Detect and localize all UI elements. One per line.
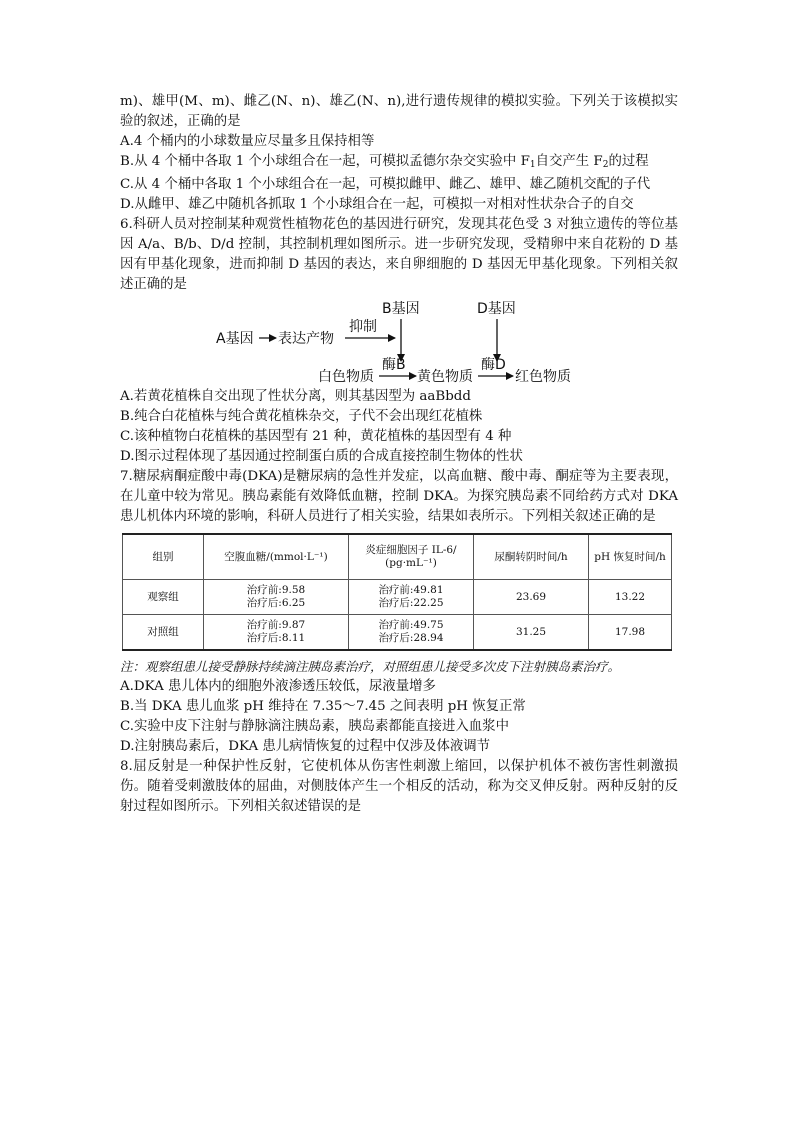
- inhibit-label: 抑制: [349, 319, 377, 335]
- f1-subscript: 1: [529, 160, 536, 170]
- header-urine: 尿酮转阴时间/h: [474, 534, 589, 580]
- gene-a-label: A基因: [216, 331, 254, 347]
- table-note: 注：观察组患儿接受静脉持续滴注胰岛素治疗，对照组患儿接受多次皮下注射胰岛素治疗。: [120, 659, 621, 674]
- header-glucose: 空腹血糖/(mmol·L⁻¹): [204, 534, 349, 580]
- il6-before: 治疗前:49.81: [378, 584, 444, 596]
- f2-subscript: 2: [602, 160, 609, 170]
- il6-after: 治疗后:22.25: [378, 597, 444, 609]
- header-ph: pH 恢复时间/h: [589, 534, 672, 580]
- q5-option-b: [120, 152, 678, 175]
- gene-b-label: B基因: [382, 301, 420, 317]
- header-group: 组别: [123, 534, 204, 580]
- q7-option-c: C.实验中皮下注射与静脉滴注胰岛素，胰岛素都能直接进入血浆中: [120, 719, 509, 734]
- q5-option-b-mid: 自交产生 F: [535, 154, 603, 169]
- q5-option-b-pre: B.从 4 个桶中各取 1 个小球组合在一起，可模拟孟德尔杂交实验中 F: [120, 154, 530, 169]
- q6-option-d: D.图示过程体现了基因通过控制蛋白质的合成直接控制生物体的性状: [120, 449, 523, 464]
- glucose-after: 治疗后:8.11: [246, 632, 306, 644]
- q7-stem: 7.糖尿病酮症酸中毒(DKA)是糖尿病的急性并发症，以高血糖、酸中毒、酮症等为主要表现，在儿童中较为常见。胰岛素能有效降低血糖，控制 DKA。为探究胰岛素不同给药方式对 DKA 患儿机体内环境的影响，科研人员进行了相关实验，结果如表所示。下列相关叙述正确的是: [120, 469, 678, 524]
- q7-option-a: A.DKA 患儿体内的细胞外液渗透压较低，尿液量增多: [120, 679, 436, 694]
- q6-option-a: A.若黄花植株自交出现了性状分离，则其基因型为 aaBbdd: [120, 389, 471, 404]
- q5-option-c: C.从 4 个桶中各取 1 个小球组合在一起，可模拟雌甲、雌乙、雄甲、雄乙随机交配的子代: [120, 177, 651, 192]
- row-urine: 23.69: [474, 580, 589, 615]
- row-glucose: [204, 615, 349, 651]
- white-substance-label: 白色物质: [318, 369, 374, 385]
- row-glucose: [204, 580, 349, 615]
- yellow-substance-label: 黄色物质: [417, 369, 473, 385]
- q6-option-c: C.该种植物白花植株的基因型有 21 种，黄花植株的基因型有 4 种: [120, 429, 512, 444]
- expression-product-label: 表达产物: [278, 331, 334, 347]
- row-urine: 31.25: [474, 615, 589, 651]
- q6-option-b: B.纯合白花植株与纯合黄花植株杂交，子代不会出现红花植株: [120, 409, 483, 424]
- row-ph: 13.22: [589, 580, 672, 615]
- table-row: [123, 615, 672, 651]
- table-header-row: [123, 534, 672, 580]
- glucose-after: 治疗后:6.25: [246, 597, 306, 609]
- header-il6-line1: 炎症细胞因子 IL-6/: [365, 544, 457, 556]
- question-content: [120, 92, 678, 817]
- row-group: 观察组: [123, 580, 204, 615]
- glucose-before: 治疗前:9.58: [246, 584, 306, 596]
- header-il6: [349, 534, 474, 580]
- il6-before: 治疗前:49.75: [378, 619, 444, 631]
- q5-option-a: A.4 个桶内的小球数量应尽量多且保持相等: [120, 134, 375, 149]
- q7-option-d: D.注射胰岛素后，DKA 患儿病情恢复的过程中仅涉及体液调节: [120, 739, 491, 754]
- glucose-before: 治疗前:9.87: [246, 619, 306, 631]
- q5-intro: m)、雄甲(M、m)、雌乙(N、n)、雄乙(N、n),进行遗传规律的模拟实验。下列关于该模拟实验的叙述，正确的是: [120, 94, 678, 129]
- q6-stem: 6.科研人员对控制某种观赏性植物花色的基因进行研究，发现其花色受 3 对独立遗传的等位基因 A/a、B/b、D/d 控制，其控制机理如图所示。进一步研究发现，受精卵中来自花粉的 D 基因有甲基化现象，进而抑制 D 基因的表达，来自卵细胞的 D 基因无甲基化现象。下列相关叙述正确的是: [120, 217, 678, 292]
- flower-color-pathway-diagram: [120, 297, 678, 385]
- row-group: 对照组: [123, 615, 204, 651]
- row-ph: 17.98: [589, 615, 672, 651]
- gene-d-label: D基因: [477, 301, 516, 317]
- results-table: [122, 533, 672, 651]
- q8-stem: 8.屈反射是一种保护性反射，它使机体从伤害性刺激上缩回，以保护机体不被伤害性刺激损伤。随着受刺激肢体的屈曲，对侧肢体产生一个相反的活动，称为交叉伸反射。两种反射的反射过程如图所示。下列相关叙述错误的是: [120, 759, 678, 814]
- q5-option-d: D.从雌甲、雄乙中随机各抓取 1 个小球组合在一起，可模拟一对相对性状杂合子的自交: [120, 197, 634, 212]
- q7-option-b: B.当 DKA 患儿血浆 pH 维持在 7.35～7.45 之间表明 pH 恢复正常: [120, 699, 526, 714]
- q5-option-b-post: 的过程: [608, 154, 649, 169]
- il6-after: 治疗后:28.94: [378, 632, 444, 644]
- row-il6: [349, 580, 474, 615]
- header-il6-line2: (pg·mL⁻¹): [385, 557, 437, 569]
- enzyme-b-label: 酶B: [382, 357, 406, 373]
- table-row: [123, 580, 672, 615]
- red-substance-label: 红色物质: [515, 369, 571, 385]
- row-il6: [349, 615, 474, 651]
- pathway-svg: [120, 297, 678, 385]
- enzyme-d-label: 酶D: [481, 357, 506, 373]
